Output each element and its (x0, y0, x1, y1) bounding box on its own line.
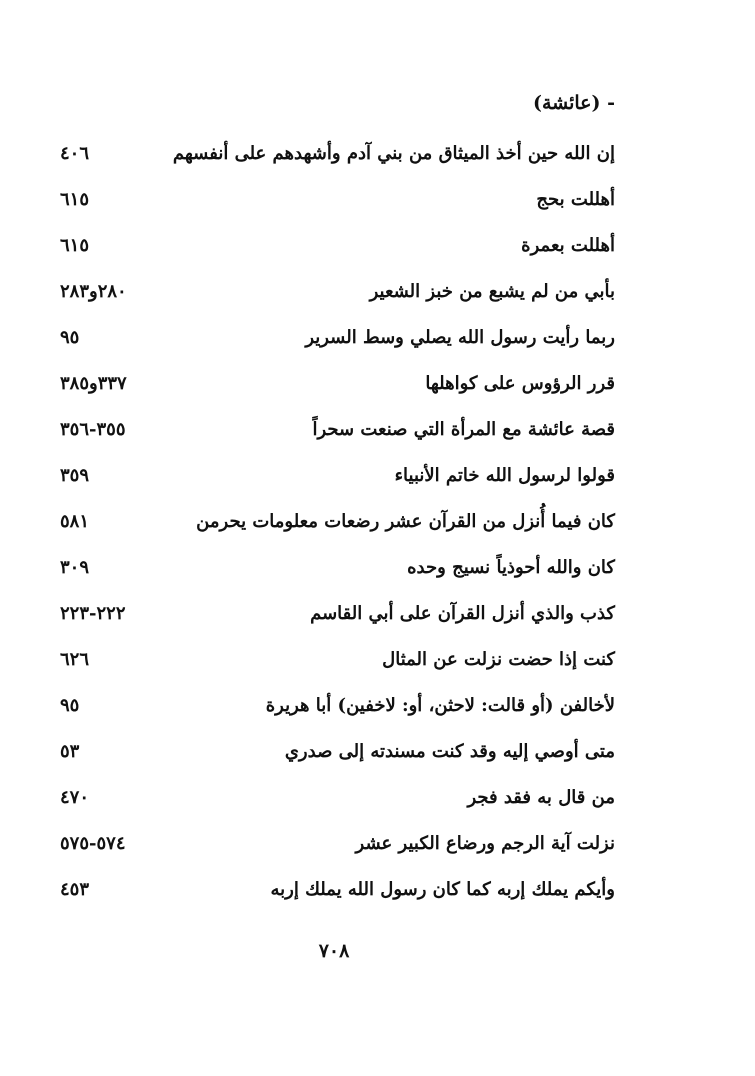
entry-page-ref: ٩٥ (60, 327, 80, 348)
entry-text: أهللت بحج (536, 189, 615, 210)
entry-page-ref: ٣٣٧و٣٨٥ (60, 373, 127, 394)
index-entry-14 (60, 733, 615, 779)
entry-page-ref: ٥٨١ (60, 511, 90, 532)
entry-page-ref: ٣٥٥-٣٥٦ (60, 419, 126, 440)
entry-text: إن الله حين أخذ الميثاق من بني آدم وأشهدهم على أنفسهم (172, 143, 615, 164)
index-entry-16 (60, 825, 615, 871)
entry-text: أهللت بعمرة (521, 235, 615, 256)
entry-text: كنت إذا حضت نزلت عن المثال (382, 649, 615, 670)
entry-page-ref: ٩٥ (60, 695, 80, 716)
entry-page-ref: ٢٨٠و٢٨٣ (60, 281, 127, 302)
page-number: ٧٠٨ (318, 940, 350, 962)
section-heading: - (عائشة) (532, 92, 615, 114)
index-list (60, 135, 615, 917)
entry-text: قرر الرؤوس على كواهلها (425, 373, 615, 394)
entry-text: كان فيما أُنزل من القرآن عشر رضعات معلومات يحرمن (196, 511, 615, 532)
entry-text: وأيكم يملك إربه كما كان رسول الله يملك إربه (270, 879, 615, 900)
index-entry-8 (60, 457, 615, 503)
index-entry-10 (60, 549, 615, 595)
index-entry-13 (60, 687, 615, 733)
entry-page-ref: ٦١٥ (60, 189, 90, 210)
entry-text: قصة عائشة مع المرأة التي صنعت سحراً (312, 419, 615, 440)
index-entry-1 (60, 135, 615, 181)
entry-page-ref: ٢٢٢-٢٢٣ (60, 603, 126, 624)
index-entry-9 (60, 503, 615, 549)
entry-page-ref: ٤٧٠ (60, 787, 90, 808)
index-entry-3 (60, 227, 615, 273)
entry-text: متى أوصي إليه وقد كنت مسندته إلى صدري (284, 741, 615, 762)
entry-page-ref: ٤٥٣ (60, 879, 90, 900)
index-entry-12 (60, 641, 615, 687)
entry-text: كان والله أحوذياً نسيج وحده (407, 557, 615, 578)
index-entry-11 (60, 595, 615, 641)
entry-text: من قال به فقد فجر (467, 787, 615, 808)
index-entry-2 (60, 181, 615, 227)
index-entry-7 (60, 411, 615, 457)
index-entry-17 (60, 871, 615, 917)
index-entry-6 (60, 365, 615, 411)
entry-page-ref: ٤٠٦ (60, 143, 90, 164)
index-entry-15 (60, 779, 615, 825)
index-entry-5 (60, 319, 615, 365)
entry-page-ref: ٥٣ (60, 741, 80, 762)
entry-text: نزلت آية الرجم ورضاع الكبير عشر (355, 833, 615, 854)
entry-text: قولوا لرسول الله خاتم الأنبياء (394, 465, 615, 486)
entry-page-ref: ٦٢٦ (60, 649, 90, 670)
entry-text: كذب والذي أنزل القرآن على أبي القاسم (310, 603, 615, 624)
entry-text: بأبي من لم يشبع من خبز الشعير (369, 281, 615, 302)
entry-page-ref: ٣٥٩ (60, 465, 90, 486)
entry-page-ref: ٦١٥ (60, 235, 90, 256)
entry-text: ربما رأيت رسول الله يصلي وسط السرير (305, 327, 615, 348)
index-entry-4 (60, 273, 615, 319)
entry-text: لأخالفن (أو قالت: لاحثن، أو: لاخفين) أبا هريرة (265, 695, 615, 716)
entry-page-ref: ٥٧٤-٥٧٥ (60, 833, 126, 854)
entry-page-ref: ٣٠٩ (60, 557, 90, 578)
